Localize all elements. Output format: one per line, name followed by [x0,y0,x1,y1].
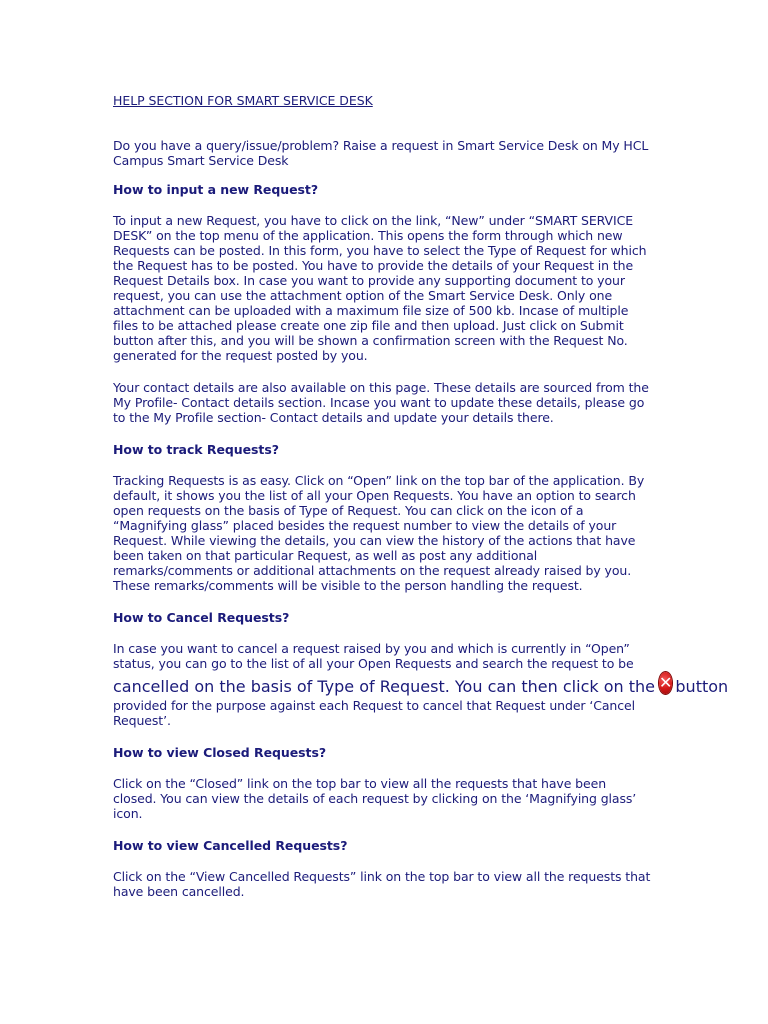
closed-requests-paragraph: Click on the “Closed” link on the top bar to view all the requests that have been closed. You can view the details of each request by clicking on the ‘Magnifying glass’ icon. [113,776,637,821]
heading-cancelled-requests: How to view Cancelled Requests? [113,838,348,853]
heading-new-request: How to input a new Request? [113,182,319,197]
intro-paragraph: Do you have a query/issue/problem? Raise a request in Smart Service Desk on My HCL Campus Smart Service Desk [113,138,649,168]
heading-cancel-requests: How to Cancel Requests? [113,610,290,625]
track-requests-paragraph: Tracking Requests is as easy. Click on “Open” link on the top bar of the application. By default, it shows you the list of all your Open Requests. You have an option to search open requests on the basis of Type of Request. You can click on the icon of a “Magnifying glass” placed besides the request number to view the details of your Request. While viewing the details, you can view the history of the actions that have been taken on that particular Request, as well as post any additional remarks/comments or additional attachments on the request already raised by you. These remarks/comments will be visible to the person handling the request. [113,473,645,593]
cancel-x-icon: ✕ [658,673,673,692]
cancel-paragraph-line [113,673,729,698]
cancel-paragraph-part2: cancelled on the basis of Type of Request. You can then click on the [113,677,655,696]
cancel-paragraph-part4: provided for the purpose against each Request to cancel that Request under ‘Cancel Request’. [113,698,635,728]
cancel-paragraph-part1: In case you want to cancel a request raised by you and which is currently in “Open” status, you can go to the list of all your Open Requests and search the request to be [113,641,634,671]
contact-details-paragraph: Your contact details are also available on this page. These details are sourced from the My Profile- Contact details section. Incase you want to update these details, please go to the My Profile section- Contact details and update your details there. [113,380,649,425]
cancel-paragraph-part3: button [675,677,729,696]
heading-track-requests: How to track Requests? [113,442,279,457]
new-request-paragraph: To input a new Request, you have to click on the link, “New” under “SMART SERVICE DESK” on the top menu of the application. This opens the form through which new Requests can be posted. In this form, you have to select the Type of Request for which the Request has to be posted. You have to provide the details of your Request in the Request Details box. In case you want to provide any supporting document to your request, you can use the attachment option of the Smart Service Desk. Only one attachment can be uploaded with a maximum file size of 500 kb. Incase of multiple files to be attached please create one zip file and then upload. Just click on Submit button after this, and you will be shown a confirmation screen with the Request No. generated for the request posted by you. [113,213,647,363]
cancelled-requests-paragraph: Click on the “View Cancelled Requests” link on the top bar to view all the requests that have been cancelled. [113,869,651,899]
help-document [113,93,729,916]
document-title: HELP SECTION FOR SMART SERVICE DESK [113,93,373,108]
heading-closed-requests: How to view Closed Requests? [113,745,327,760]
